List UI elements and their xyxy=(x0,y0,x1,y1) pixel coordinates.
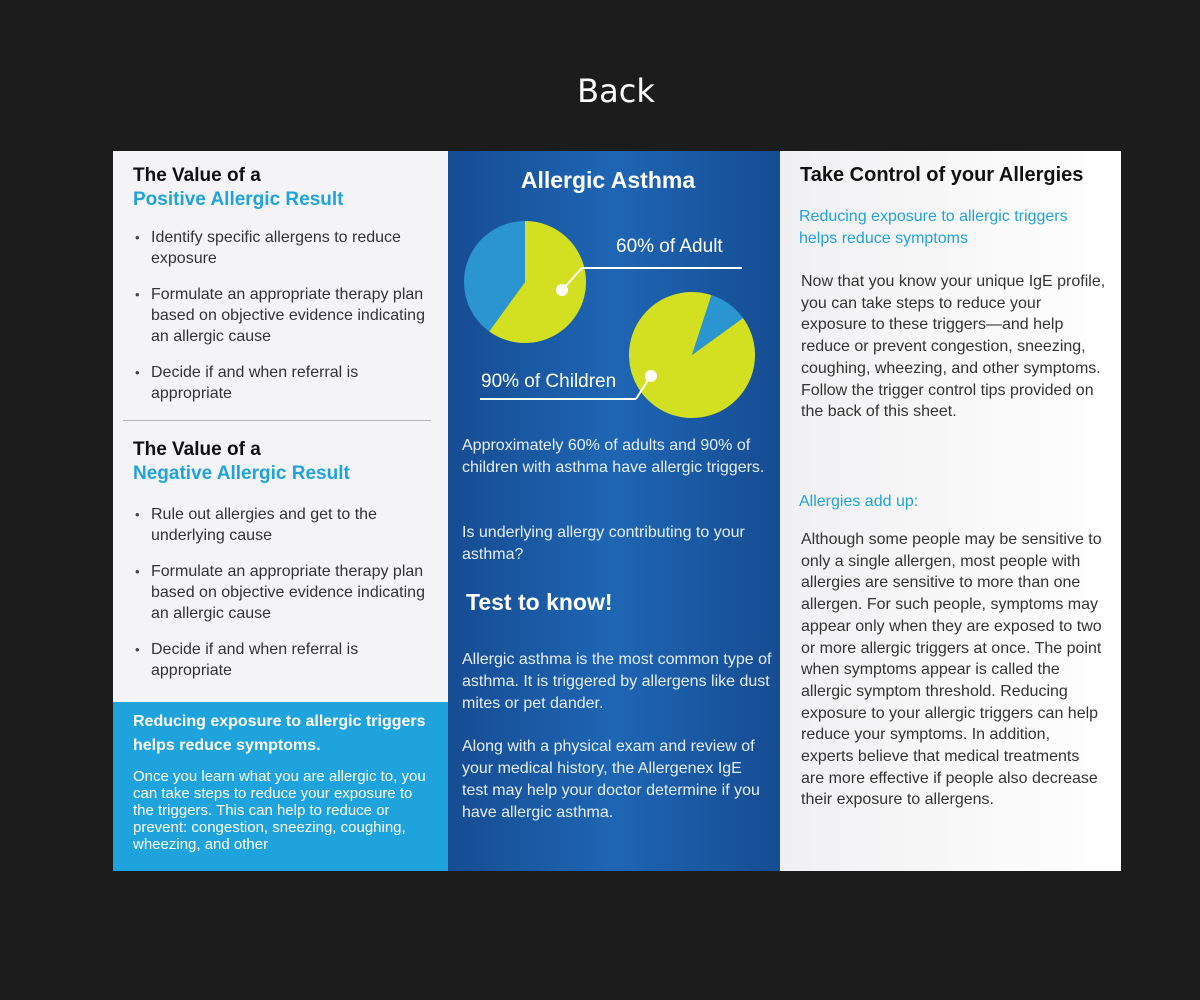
ige-profile-paragraph: Now that you know your unique IgE profile, you can take steps to reduce your exposure to these triggers—and help reduce or prevent congestion, sneezing, coughing, wheezing, and other symptoms. Follow the trigger control tips provided on the back of this sheet. xyxy=(801,273,1106,421)
callout-title: Reducing exposure to allergic triggers helps reduce symptoms. xyxy=(133,713,426,754)
callout-box xyxy=(113,702,448,871)
page-heading: Back xyxy=(577,72,655,110)
positive-bullet-list xyxy=(133,227,433,419)
list-item: • Identify specific allergens to reduce exposure xyxy=(133,227,433,269)
left-panel xyxy=(113,151,448,871)
test-to-know-heading: Test to know! xyxy=(466,589,613,615)
asthma-type-paragraph: Allergic asthma is the most common type of asthma. It is triggered by allergens like dust mites or pet dander. xyxy=(462,651,772,712)
negative-result-title xyxy=(133,438,350,486)
callout-text: Once you learn what you are allergic to, you can take steps to reduce your exposure to the triggers. This can help to reduce or prevent: congestion, sneezing, coughing, wheezing, and other xyxy=(133,768,426,853)
negative-bullet-list xyxy=(133,504,433,696)
adult-pie-chart xyxy=(464,221,586,343)
middle-panel xyxy=(448,151,780,871)
list-item: • Formulate an appropriate therapy plan based on objective evidence indicating an allergic cause xyxy=(133,561,433,624)
section-divider xyxy=(123,420,431,421)
allergies-add-up-subheading: Allergies add up: xyxy=(799,493,919,510)
adult-leader-dot xyxy=(556,284,568,296)
reducing-exposure-subheading: Reducing exposure to allergic triggers helps reduce symptoms xyxy=(799,208,1068,247)
negative-title-line2: Negative Allergic Result xyxy=(133,463,350,484)
children-pie-chart xyxy=(629,292,755,418)
children-pie-label: 90% of Children xyxy=(481,371,617,392)
allergic-asthma-title: Allergic Asthma xyxy=(520,167,696,193)
positive-title-line2: Positive Allergic Result xyxy=(133,189,344,210)
positive-result-title xyxy=(133,164,343,212)
children-leader-dot xyxy=(645,370,657,382)
right-panel xyxy=(780,151,1121,871)
list-item: • Decide if and when referral is appropriate xyxy=(133,362,433,404)
ige-test-paragraph: Along with a physical exam and review of your medical history, the Allergenex IgE test may help your doctor determine if you have allergic asthma. xyxy=(462,738,760,821)
positive-title-line1: The Value of a xyxy=(133,165,261,186)
asthma-stat-paragraph: Approximately 60% of adults and 90% of children with asthma have allergic triggers. xyxy=(462,437,765,476)
negative-title-line1: The Value of a xyxy=(133,439,261,460)
asthma-question-paragraph: Is underlying allergy contributing to your asthma? xyxy=(462,524,745,563)
symptom-threshold-paragraph: Although some people may be sensitive to only a single allergen, most people with allergies are sensitive to more than one allergen. For such people, symptoms may appear only when they are exposed to two or more allergic triggers at once. The point when symptoms appear is called the allergic symptom threshold. Reducing exposure to your allergic triggers can help reduce your symptoms. In addition, experts believe that medical treatments are more effective if people also decrease their exposure to allergens. xyxy=(801,531,1102,809)
list-item: • Formulate an appropriate therapy plan based on objective evidence indicating an allergic cause xyxy=(133,284,433,347)
pie-charts xyxy=(448,151,780,431)
list-item: • Decide if and when referral is appropriate xyxy=(133,639,433,681)
take-control-title: Take Control of your Allergies xyxy=(800,164,1084,186)
adult-pie-label: 60% of Adult xyxy=(616,236,723,257)
list-item: • Rule out allergies and get to the underlying cause xyxy=(133,504,433,546)
